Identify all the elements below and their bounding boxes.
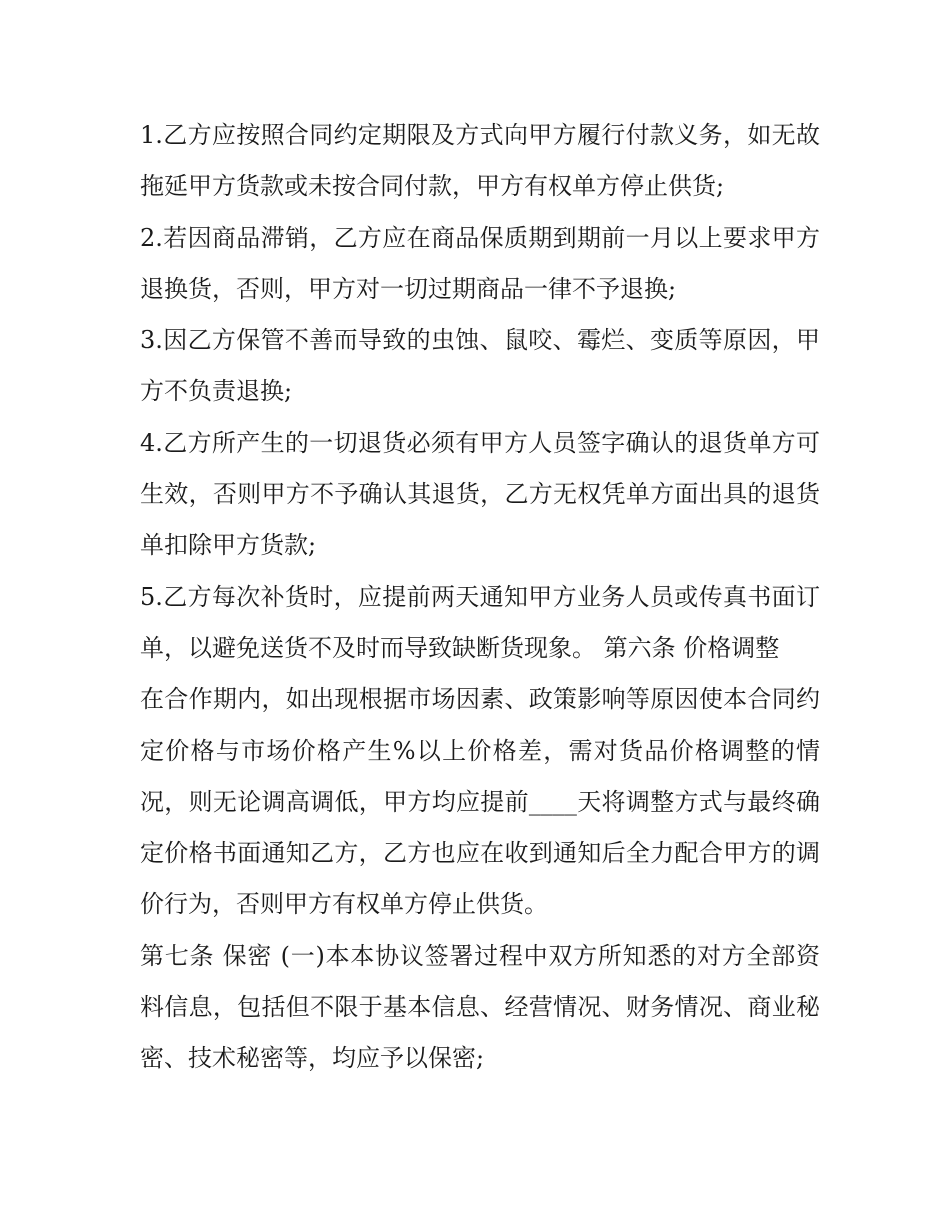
clause-price-adjustment: 在合作期内，如出现根据市场因素、政策影响等原因使本合同约定价格与市场价格产生%以上价格差，需对货品价格调整的情况，则无论调高调低，甲方均应提前____天将调整方式与最终确定价格书面通知乙方，乙方也应在收到通知后全力配合甲方的调价行为，否则甲方有权单方停止供货。	[140, 685, 820, 919]
document-body	[140, 110, 820, 1085]
clause-confidentiality: 第七条 保密 (一)本本协议签署过程中双方所知悉的对方全部资料信息，包括但不限于基本信息、经营情况、财务情况、商业秘密、技术秘密等，均应予以保密;	[140, 941, 820, 1073]
clause-restock-notice: 5.乙方每次补货时，应提前两天通知甲方业务人员或传真书面订单，以避免送货不及时而导致缺断货现象。 第六条 价格调整	[140, 582, 820, 662]
clause-payment-obligation: 1.乙方应按照合同约定期限及方式向甲方履行付款义务，如无故拖延甲方货款或未按合同付款，甲方有权单方停止供货;	[140, 121, 820, 201]
clause-return-confirmation: 4.乙方所产生的一切退货必须有甲方人员签字确认的退货单方可生效，否则甲方不予确认其退货，乙方无权凭单方面出具的退货单扣除甲方货款;	[140, 428, 820, 560]
clause-storage-damage: 3.因乙方保管不善而导致的虫蚀、鼠咬、霉烂、变质等原因，甲方不负责退换;	[140, 326, 820, 406]
clause-unsold-goods-return: 2.若因商品滞销，乙方应在商品保质期到期前一月以上要求甲方退换货，否则，甲方对一切过期商品一律不予退换;	[140, 223, 820, 303]
